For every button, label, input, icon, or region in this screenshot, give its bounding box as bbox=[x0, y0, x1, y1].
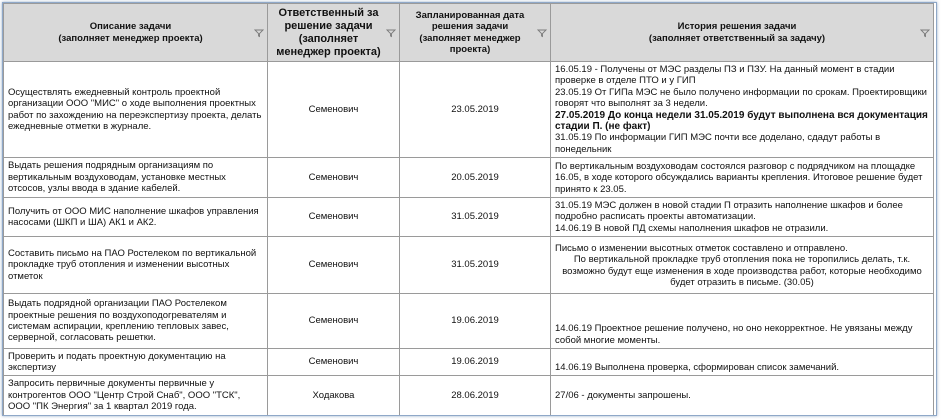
task-history bbox=[551, 376, 934, 416]
table-row bbox=[4, 294, 934, 349]
task-description: Выдать подрядной организации ПАО Ростелеком проектные решения по воздухоподогревателям и системам аспирации, креплению тепловых завес, серверной, согласовать решетки. bbox=[4, 294, 268, 349]
history-entry: 31.05.19 МЭС должен в новой стадии П отразить наполнение шкафов и более подробно расписать проекты автоматизации. bbox=[555, 200, 903, 223]
header-planned-date bbox=[400, 4, 551, 62]
header-planned-date-title: Запланированная дата решения задачи bbox=[415, 9, 525, 32]
history-entry: 14.06.19 Проектное решение получено, но оно некорректное. Не увязаны между собой многие моменты. bbox=[555, 323, 913, 346]
header-planned-date-note: (заполняет менеджер проекта) bbox=[419, 32, 521, 55]
task-description: Выдать решения подрядным организациям по вертикальным воздуховодам, установке местных отсосов, узлы ввода в здание кабелей. bbox=[4, 158, 268, 198]
task-date: 23.05.2019 bbox=[400, 62, 551, 158]
task-history bbox=[551, 349, 934, 376]
task-responsible: Ходакова bbox=[268, 376, 400, 416]
task-description: Осуществлять ежедневный контроль проектной организации ООО "МИС" о ходе выполнения проектных работ по захождению на переэкспертизу проекта, делать ежедневные отметки в журнале. bbox=[4, 62, 268, 158]
header-history bbox=[551, 4, 934, 62]
task-description: Запросить первичные документы первичные у контрогентов ООО "Центр Строй Снаб", ООО "ТСК", ООО "ПК Энергия" за 1 квартал 2019 года. bbox=[4, 376, 268, 416]
task-responsible: Семенович bbox=[268, 158, 400, 198]
task-table-body bbox=[4, 62, 934, 416]
history-entry: 31.05.19 По информации ГИП МЭС почти все доделано, сдадут работы в понедельник bbox=[555, 132, 881, 155]
header-description bbox=[4, 4, 268, 62]
header-history-note: (заполняет ответственный за задачу) bbox=[648, 32, 826, 44]
task-table bbox=[3, 3, 934, 416]
task-date: 31.05.2019 bbox=[400, 237, 551, 294]
task-responsible: Семенович bbox=[268, 349, 400, 376]
table-row bbox=[4, 237, 934, 294]
header-responsible-note: (заполняет менеджер проекта) bbox=[276, 32, 381, 58]
history-entry: 16.05.19 - Получены от МЭС разделы ПЗ и ПЗУ. На данный момент в стадии проверке в отделе ПТО и у ГИП bbox=[555, 64, 895, 87]
task-date: 31.05.2019 bbox=[400, 198, 551, 237]
history-entry: 27/06 - документы запрошены. bbox=[555, 390, 691, 402]
table-row bbox=[4, 349, 934, 376]
history-entry: 14.06.19 Выполнена проверка, сформирован список замечаний. bbox=[555, 361, 840, 373]
filter-icon[interactable] bbox=[254, 28, 264, 38]
task-date: 28.06.2019 bbox=[400, 376, 551, 416]
history-entry: По вертикальной прокладке труб отопления пока не торопились делать, т.к. возможно будут еще изменения в ходе производства работ, которые необходимо будет отразить в письме. (30.05) bbox=[562, 254, 922, 288]
task-table-frame bbox=[2, 2, 937, 416]
task-description: Получить от ООО МИС наполнение шкафов управления насосами (ШКП и ША) АК1 и АК2. bbox=[4, 198, 268, 237]
task-history bbox=[551, 198, 934, 237]
table-row bbox=[4, 198, 934, 237]
task-description: Проверить и подать проектную документацию на экспертизу bbox=[4, 349, 268, 376]
task-date: 19.06.2019 bbox=[400, 294, 551, 349]
task-date: 19.06.2019 bbox=[400, 349, 551, 376]
history-entry: Письмо о изменении высотных отметок составлено и отправлено. bbox=[555, 242, 848, 254]
task-history bbox=[551, 158, 934, 198]
task-responsible: Семенович bbox=[268, 294, 400, 349]
history-entry: 14.06.19 В новой ПД схемы наполнения шкафов не отразили. bbox=[555, 222, 829, 234]
history-entry: 27.05.2019 До конца недели 31.05.2019 будут выполнена вся документация стадии П. (не факт) bbox=[555, 109, 928, 133]
task-history bbox=[551, 62, 934, 158]
task-responsible: Семенович bbox=[268, 237, 400, 294]
header-responsible-title: Ответственный за решение задачи bbox=[278, 6, 379, 32]
filter-icon[interactable] bbox=[537, 28, 547, 38]
filter-icon[interactable] bbox=[386, 28, 396, 38]
task-responsible: Семенович bbox=[268, 198, 400, 237]
header-history-title: История решения задачи bbox=[677, 21, 797, 32]
history-entry: 23.05.19 От ГИПа МЭС не было получено информации по срокам. Проектировщики говорят что выполнят за 3 недели. bbox=[555, 86, 927, 110]
task-description: Составить письмо на ПАО Ростелеком по вертикальной прокладке труб отопления и изменении высотных отметок bbox=[4, 237, 268, 294]
header-description-note: (заполняет менеджер проекта) bbox=[58, 32, 203, 44]
header-row bbox=[4, 4, 934, 62]
task-history bbox=[551, 237, 934, 294]
table-row bbox=[4, 376, 934, 416]
table-row bbox=[4, 158, 934, 198]
history-entry: По вертикальным воздуховодам состоялся разговор с подрядчиком на площадке 16.05, в ходе которого обсуждались варианты крепления. Итоговое решение будет принято к 23.05. bbox=[555, 160, 923, 195]
header-description-title: Описание задачи bbox=[89, 21, 172, 32]
task-history bbox=[551, 294, 934, 349]
header-responsible bbox=[268, 4, 400, 62]
task-date: 20.05.2019 bbox=[400, 158, 551, 198]
table-row bbox=[4, 62, 934, 158]
task-responsible: Семенович bbox=[268, 62, 400, 158]
filter-icon[interactable] bbox=[920, 28, 930, 38]
